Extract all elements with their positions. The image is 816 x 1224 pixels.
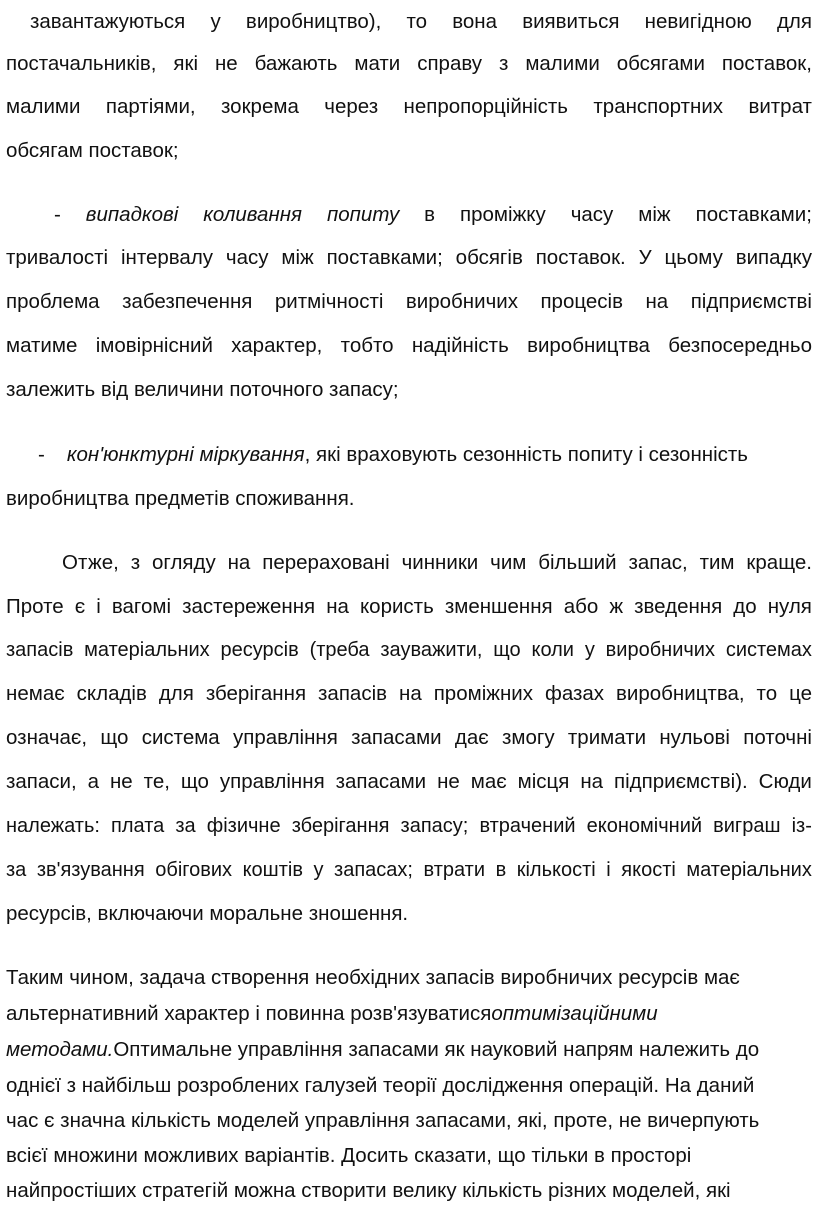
text-word: тримати	[567, 726, 647, 749]
text-word: чим	[490, 551, 527, 574]
text-word: обсягами	[616, 52, 705, 75]
text-word: ресурсів	[220, 639, 299, 661]
text-word: завантажуються	[30, 10, 186, 33]
bullet-dash: -	[38, 443, 45, 466]
bullet-dash: -	[54, 203, 61, 226]
text-word: транспортних	[593, 95, 724, 118]
text-word: зберігання	[291, 815, 390, 837]
text-word: економічний	[586, 815, 703, 837]
text-line	[6, 1108, 812, 1134]
text-word: до	[733, 595, 757, 618]
text-word: партіями,	[105, 95, 196, 118]
text-word: за	[175, 815, 196, 837]
text-span: залежить від величини поточного запасу;	[6, 378, 399, 401]
text-line	[6, 1037, 812, 1063]
text-word: у	[210, 10, 221, 33]
text-word: Проте	[6, 595, 64, 618]
text-word: за	[6, 859, 27, 881]
text-line	[6, 333, 812, 359]
text-line	[6, 681, 812, 707]
text-word: матеріальних	[84, 639, 210, 661]
text-word: і	[96, 595, 101, 618]
text-word: (треба	[309, 639, 370, 661]
text-word: які	[173, 52, 199, 75]
text-word: чинники	[401, 551, 479, 574]
text-word: те,	[143, 770, 170, 793]
text-word: коли	[531, 639, 574, 661]
text-word: складів	[76, 682, 147, 705]
text-line	[6, 901, 812, 927]
text-word: виробничих	[405, 290, 518, 313]
text-word: на	[326, 595, 349, 618]
text-word: обсягів	[455, 246, 523, 269]
text-word: У	[638, 246, 652, 269]
text-word: імовірнісний	[95, 334, 213, 357]
term-word: випадкові	[85, 203, 179, 226]
text-span: однієї з найбільш розроблених галузей теорії дослідження операцій. На даний	[6, 1074, 755, 1097]
text-line	[6, 1178, 812, 1204]
bullet-line	[6, 442, 812, 468]
text-word: запасу;	[400, 815, 469, 837]
text-span: всієї множини можливих варіантів. Досить сказати, що тільки в просторі	[6, 1144, 692, 1167]
text-word: матиме	[6, 334, 78, 357]
text-word: краще.	[746, 551, 812, 574]
bullet-rest: , які враховують сезонність попиту і сезонність	[304, 443, 748, 466]
text-word: нуля	[767, 595, 812, 618]
text-word: має	[470, 770, 507, 793]
text-word: система	[141, 726, 220, 749]
text-word: мати	[354, 52, 401, 75]
text-line	[6, 377, 812, 403]
text-word: підприємстві).	[614, 770, 748, 793]
text-word: вона	[452, 10, 498, 33]
term-word: попиту	[326, 203, 400, 226]
text-word: цьому	[664, 246, 723, 269]
italic-term: методами.	[6, 1038, 114, 1061]
text-word: поставок.	[535, 246, 626, 269]
text-word: для	[158, 682, 194, 705]
text-word: запасах;	[334, 859, 413, 881]
text-word: поставок,	[721, 52, 812, 75]
text-word: застереження	[182, 595, 316, 618]
text-word: вагомі	[111, 595, 172, 618]
text-word: поставками;	[695, 203, 812, 226]
text-word: непропорційність	[403, 95, 568, 118]
text-word: між	[638, 203, 671, 226]
text-word: проблема	[6, 290, 100, 313]
text-word: тобто	[340, 334, 394, 357]
text-word: в	[495, 859, 507, 881]
text-word: через	[324, 95, 379, 118]
text-line	[6, 138, 812, 164]
text-word: не	[214, 52, 238, 75]
text-word: перераховані	[262, 551, 390, 574]
text-word: Отже,	[62, 551, 119, 574]
text-word: змогу	[502, 726, 555, 749]
term-word: коливання	[203, 203, 302, 226]
text-line	[6, 9, 812, 35]
text-line	[6, 1143, 812, 1169]
text-word: у	[313, 859, 324, 881]
text-word: належать:	[6, 815, 100, 837]
text-word: не	[109, 770, 133, 793]
text-word: запасами	[351, 726, 442, 749]
text-word: або	[563, 595, 599, 618]
text-word: проміжку	[460, 203, 546, 226]
text-line	[6, 637, 812, 663]
text-line	[6, 857, 812, 883]
text-line	[6, 769, 812, 795]
text-line	[6, 1001, 812, 1027]
text-word: запасів	[318, 682, 388, 705]
text-word: надійність	[411, 334, 509, 357]
text-word: немає	[6, 682, 65, 705]
text-word: справу	[417, 52, 483, 75]
text-word: малими	[6, 95, 81, 118]
text-line	[6, 94, 812, 120]
text-word: що	[180, 770, 209, 793]
text-word: з	[498, 52, 509, 75]
text-word: запаси,	[6, 770, 77, 793]
text-word: на	[580, 770, 604, 793]
text-word: підприємстві	[690, 290, 812, 313]
text-span: Оптимальне управління запасами як науковий напрям належить до	[113, 1038, 760, 1061]
text-line	[6, 813, 812, 839]
text-word: місця	[517, 770, 570, 793]
text-span: найпростіших стратегій можна створити велику кількість різних моделей, які	[6, 1179, 731, 1202]
text-word: втрати	[423, 859, 486, 881]
text-line	[6, 594, 812, 620]
text-line	[6, 965, 812, 991]
text-word: зберігання	[205, 682, 307, 705]
text-word: постачальників,	[6, 52, 157, 75]
text-word: виробництво),	[245, 10, 382, 33]
text-word: у	[584, 639, 595, 661]
text-word: є	[74, 595, 86, 618]
text-word: невигідною	[644, 10, 752, 33]
text-span: час є значна кількість моделей управління запасами, які, проте, не вичерпують	[6, 1109, 760, 1132]
text-word: часу	[225, 246, 269, 269]
text-word: випадку	[735, 246, 812, 269]
text-word: безпосередньо	[668, 334, 812, 357]
text-word: запас,	[628, 551, 688, 574]
text-word: між	[281, 246, 314, 269]
text-word: зауважити,	[380, 639, 483, 661]
text-word: проміжних	[433, 682, 533, 705]
text-word: на	[399, 682, 422, 705]
text-word: виробництва	[527, 334, 650, 357]
text-word: тривалості	[6, 246, 109, 269]
text-line	[6, 1073, 812, 1099]
document-page	[6, 0, 812, 1224]
text-span: виробництва предметів споживання.	[6, 487, 355, 510]
text-word: зведення	[634, 595, 723, 618]
text-word: поточні	[743, 726, 812, 749]
text-word: виявиться	[522, 10, 620, 33]
text-word: зокрема	[221, 95, 299, 118]
text-line	[6, 51, 812, 77]
text-word: зв'язування	[36, 859, 145, 881]
text-word: кількості	[516, 859, 596, 881]
text-word: виграш	[713, 815, 781, 837]
term-text: кон'юнктурні міркування	[66, 443, 305, 466]
text-span: альтернативний характер і повинна розв'язуватися	[6, 1002, 492, 1025]
text-word: коштів	[242, 859, 303, 881]
text-word: часу	[570, 203, 614, 226]
text-word: процесів	[540, 290, 623, 313]
text-word: Сюди	[758, 770, 812, 793]
text-word: поставками;	[326, 246, 443, 269]
text-line	[6, 486, 812, 512]
italic-term: оптимізаційними	[491, 1002, 658, 1025]
bullet-line	[6, 202, 812, 228]
text-word: ритмічності	[274, 290, 384, 313]
text-word: управління	[219, 770, 325, 793]
text-word: нульові	[659, 726, 730, 749]
text-word: і	[606, 859, 611, 881]
text-word: що	[493, 639, 521, 661]
text-word: витрат	[748, 95, 812, 118]
text-line	[6, 725, 812, 751]
text-word: інтервалу	[120, 246, 214, 269]
text-word: з	[130, 551, 141, 574]
text-word: користь	[359, 595, 434, 618]
text-word: що	[100, 726, 129, 749]
text-word: зменшення	[444, 595, 553, 618]
text-word: фазах	[544, 682, 605, 705]
text-word: дає	[454, 726, 489, 749]
text-word: означає,	[6, 726, 88, 749]
text-line	[6, 550, 812, 576]
text-word: втрачений	[479, 815, 576, 837]
text-span: Таким чином, задача створення необхідних запасів виробничих ресурсів має	[6, 966, 740, 989]
text-word: фізичне	[206, 815, 281, 837]
text-word: виробничих	[605, 639, 715, 661]
text-word: ж	[609, 595, 624, 618]
text-span: ресурсів, включаючи моральне зношення.	[6, 902, 409, 925]
text-line	[6, 289, 812, 315]
text-word: забезпечення	[122, 290, 253, 313]
text-word: бажають	[254, 52, 338, 75]
text-word: виробництва,	[616, 682, 745, 705]
text-span: обсягам поставок;	[6, 139, 179, 162]
text-word: обігових	[155, 859, 233, 881]
text-word: огляду	[152, 551, 216, 574]
text-word: матеріальних	[686, 859, 812, 881]
text-word: більший	[538, 551, 617, 574]
text-word: на	[645, 290, 669, 313]
text-word: запасів	[6, 639, 74, 661]
text-word: плата	[111, 815, 165, 837]
text-word: управління	[233, 726, 338, 749]
text-word: це	[789, 682, 812, 705]
text-word: не	[437, 770, 460, 793]
text-word: а	[87, 770, 100, 793]
text-word: із-	[791, 815, 812, 837]
text-word: запасами	[335, 770, 427, 793]
text-word: то	[756, 682, 778, 705]
text-word: системах	[725, 639, 812, 661]
text-word: для	[776, 10, 812, 33]
text-word: характер,	[231, 334, 323, 357]
text-word: в	[424, 203, 436, 226]
text-word: на	[227, 551, 251, 574]
text-word: малими	[525, 52, 600, 75]
text-word: то	[406, 10, 428, 33]
text-word: тим	[699, 551, 735, 574]
text-line	[6, 245, 812, 271]
bullet-text	[67, 442, 812, 468]
text-word: якості	[621, 859, 676, 881]
